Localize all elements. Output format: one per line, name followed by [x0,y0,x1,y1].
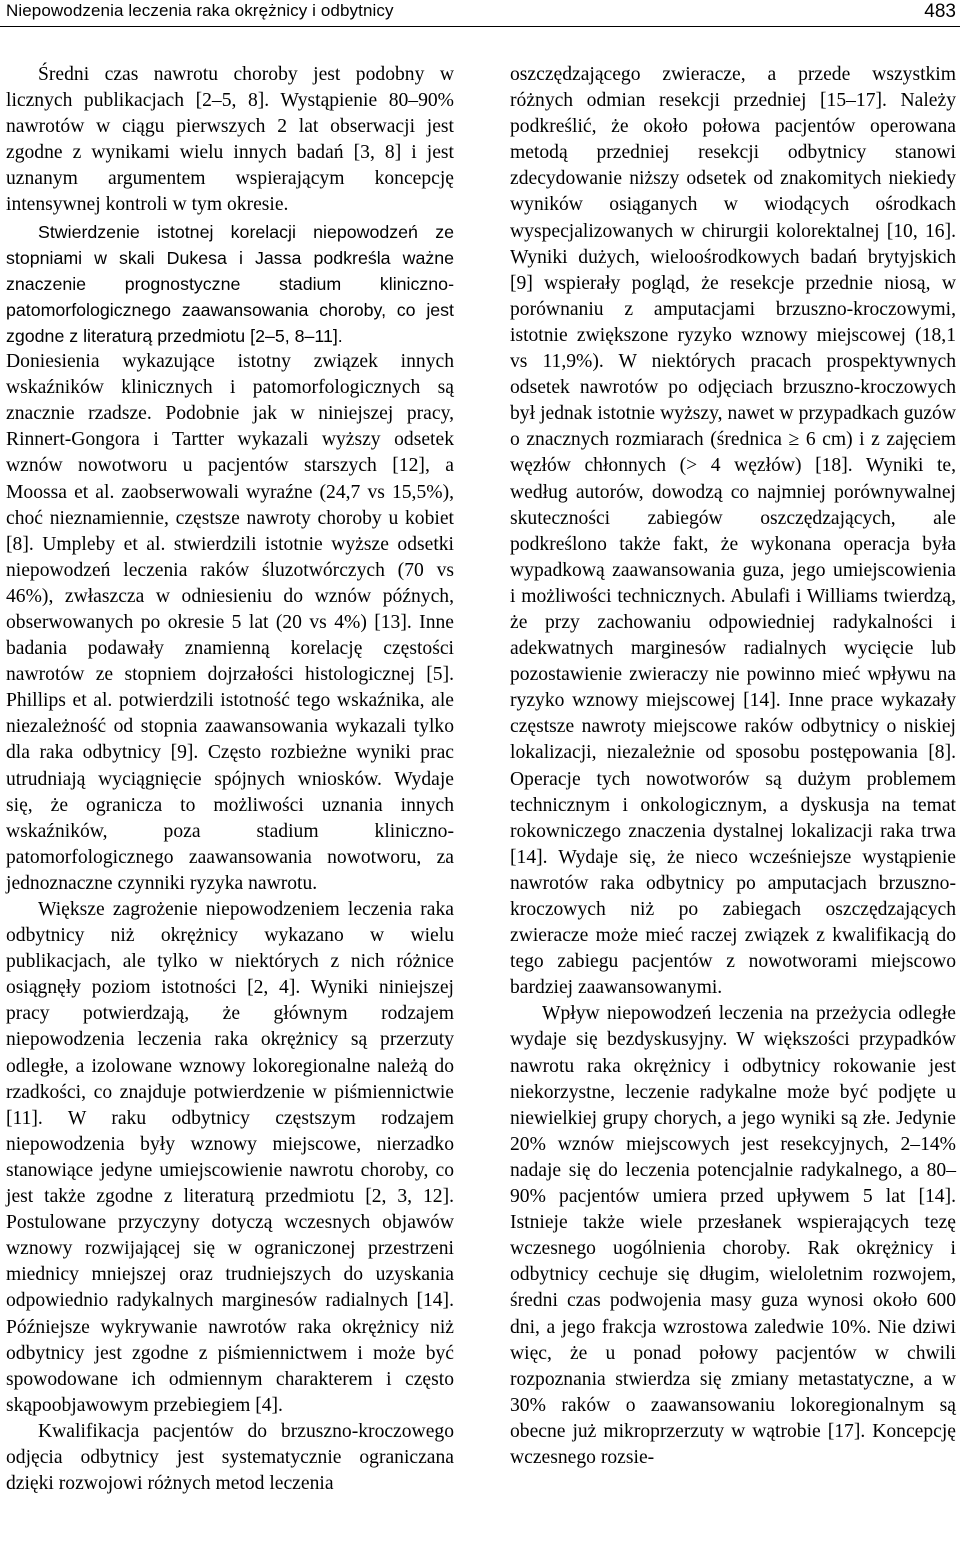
running-header [0,0,960,27]
paragraph: Stwierdzenie istotnej korelacji niepowodzeń ze stopniami w skali Dukesa i Jassa podkreśla ważne znaczenie prognostyczne stadium kliniczno-patomorfologicznego zaawansowania choroby, co jest zgodne z literaturą przedmiotu [2–5, 8–11]. [6,221,454,346]
paragraph: Kwalifikacja pacjentów do brzuszno-kroczowego odjęcia odbytnicy jest systematycznie ograniczana dzięki rozwojowi różnych metod leczenia [6,1420,454,1495]
left-column [6,62,454,1497]
paragraph: Większe zagrożenie niepowodzeniem leczenia raka odbytnicy niż okrężnicy wykazano w wielu publikacjach, ale tylko w niektórych z nich różnice osiągnęły poziom istotności [2, 4]. Wyniki niniejszej pracy potwierdzają, że głównym rodzajem niepowodzenia leczenia raka okrężnicy są przerzuty odległe, a izolowane wznowy lokoregionalne należą do rzadkości, co znajduje potwierdzenie w piśmiennictwie [11]. W raku odbytnicy częstszym rodzajem niepowodzenia były wznowy miejscowe, nierzadko stanowiące jedyne umiejscowienie nawrotu choroby, co jest także zgodne z literaturą przedmiotu [2, 3, 12]. Postulowane przyczyny dotyczą wczesnych objawów wznowy rozwijającej się w ograniczonej przestrzeni miednicy mniejszej oraz trudniejszych do uzyskania odpowiednio radykalnych marginesów radialnych [14]. Późniejsze wykrywanie nawrotów raka okrężnicy niż odbytnicy jest zgodne z piśmiennictwem i może być spowodowane ich odmiennym charakterem i często skąpoobjawowym przebiegiem [4]. [6,899,454,1416]
page-number: 483 [924,1,956,22]
paragraph: Średni czas nawrotu choroby jest podobny w licznych publikacjach [2–5, 8]. Wystąpienie 80–90% nawrotów w ciągu pierwszych 2 lat obserwacji jest zgodne z wynikami wielu innych badań [3, 8] i jest uznanym argumentem wspierającym koncepcję intensywnej kontroli w tym okresie. [6,64,454,216]
running-title: Niepowodzenia leczenia raka okrężnicy i odbytnicy [6,1,394,20]
paragraph: oszczędzającego zwieracze, a przede wszystkim różnych odmian resekcji przedniej [15–17]. Należy podkreślić, że około połowa pacjentów operowana metodą przedniej resekcji odbytnicy stanowi zdecydowanie niższy odsetek od znakomitych niekiedy wyników osiąganych w wiodących ośrodkach wyspecjalizowanych w chirurgii kolorektalnej [10, 16]. Wyniki dużych, wieloośrodkowych badań brytyjskich [9] wspierały pogląd, że resekcje przednie niosą, w porównaniu z amputacjami brzuszno-kroczowymi, istotnie zwiększone ryzyko wznowy miejscowej (18,1 vs 11,9%). W niektórych pracach prospektywnych odsetek nawrotów po odjęciach brzuszno-kroczowych był jednak istotnie wyższy, nawet w przypadkach guzów o znacznych rozmiarach (średnica ≥ 6 cm) i z zajęciem węzłów chłonnych (> 4 węzłów) [18]. Wyniki te, według autorów, dowodzą co najmniej porównywalnej skuteczności zabiegów oszczędzających, ale podkreślono także fakt, że wykonana operacja była wypadkową zaawansowania guza, jego umiejscowienia i możliwości technicznych. Abulafi i Williams twierdzą, że przy zachowaniu odpowiedniej radykalności i adekwatnych marginesów radialnych wycięcie lub pozostawienie zwieraczy nie powinno mieć wpływu na ryzyko wznowy miejscowej [14]. Inne prace wykazały częstsze nawroty miejscowe raków odbytnicy o niskiej lokalizacji, niezależnie od sposobu postępowania [8]. Operacje tych nowotworów są dużym problemem technicznym i onkologicznym, a dyskusja na temat rokowniczego znaczenia dystalnej lokalizacji raka trwa [14]. Wydaje się, że nieco wcześniejsze wystąpienie nawrotów raka odbytnicy po amputacjach brzuszno-kroczowych niż po zabiegach oszczędzających zwieracze może mieć raczej związek z kwalifikacją do tego zabiegu pacjentów z nowotworami miejscowo bardziej zaawansowanymi. [510,64,956,999]
paragraph: Doniesienia wykazujące istotny związek innych wskaźników klinicznych i patomorfologicznych są znacznie rzadsze. Podobnie jak w niniejszej pracy, Rinnert-Gongora i Tartter wykazali wyższy odsetek wznów nowotworu u pacjentów starszych [12], a Moossa et al. zaobserwowali wyraźne (24,7 vs 15,5%), choć nieznamiennie, częstsze nawroty choroby u kobiet [8]. Umpleby et al. stwierdzili istotnie wyższe odsetki niepowodzeń leczenia raków śluzotwórczych (70 vs 46%), zwłaszcza w odniesieniu do wznów późnych, obserwowanych po okresie 5 lat (20 vs 4%) [13]. Inne badania podawały znamienną korelację częstości nawrotów ze stopniem dojrzałości histologicznej [5]. Phillips et al. potwierdzili istotność tego wskaźnika, ale niezależność od stopnia zaawansowania wykazali tylko dla raka odbytnicy [9]. Często rozbieżne wyniki prac utrudniają wyciągnięcie spójnych wniosków. Wydaje się, że ogranicza to możliwości uznania innych wskaźników, poza stadium kliniczno-patomorfologicznego zaawansowania nowotworu, za jednoznaczne czynniki ryzyka nawrotu. [6,351,454,894]
paragraph: Wpływ niepowodzeń leczenia na przeżycia odległe wydaje się bezdyskusyjny. W większości przypadków nawrotu raka okrężnicy i odbytnicy rokowanie jest niekorzystne, leczenie radykalne może być podjęte u niewielkiej grupy chorych, a jego wyniki są złe. Jedynie 20% wznów miejscowych jest resekcyjnych, 2–14% nadaje się do leczenia potencjalnie radykalnego, a 80–90% pacjentów umiera przed upływem 5 lat [14]. Istnieje także wiele przesłanek wspierających tezę wczesnego uogólnienia choroby. Rak okrężnicy i odbytnicy cechuje się długim, wieloletnim rozwojem, średni czas podwojenia masy guza wynosi około 600 dni, a jego frakcja wzrostowa zaledwie 10%. Nie dziwi więc, że u ponad połowy pacjentów w chwili rozpoznania stwierdza się zmiany metastatyczne, a w 30% raków o zaawansowaniu lokoregionalnym są obecne już mikroprzerzuty w wątrobie [17]. Koncepcję wczesnego rozsie- [510,1003,956,1468]
right-column [510,62,956,1471]
